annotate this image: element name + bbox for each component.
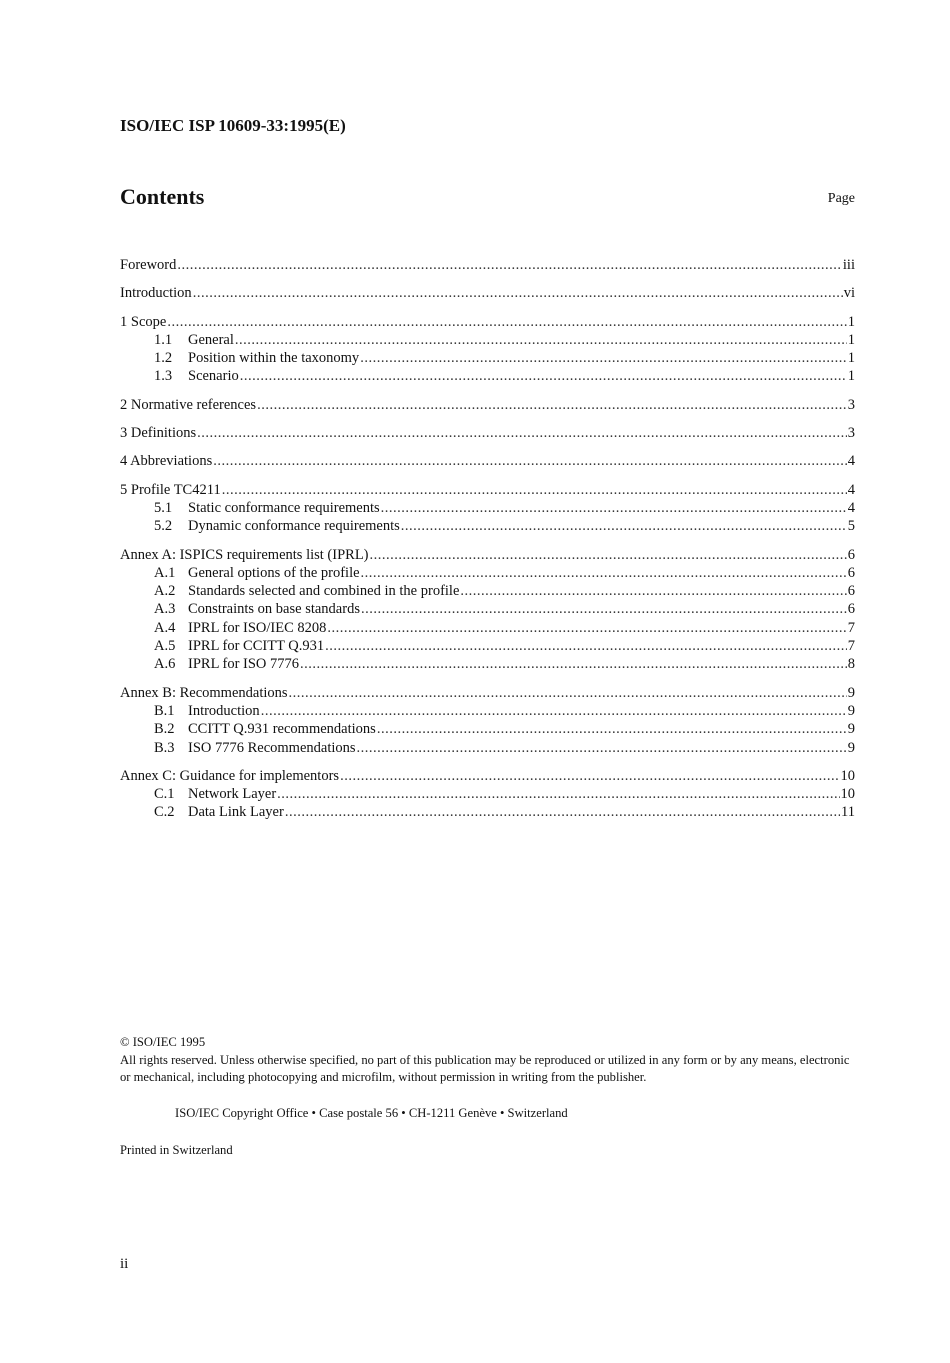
toc-entry-title: Dynamic conformance requirements bbox=[188, 518, 400, 535]
toc-dot-leader bbox=[197, 424, 847, 442]
page-number: ii bbox=[120, 1256, 129, 1272]
toc-dot-leader bbox=[277, 785, 839, 803]
toc-entry-page: 1 bbox=[847, 350, 855, 367]
toc-group bbox=[120, 546, 855, 674]
toc-dot-leader bbox=[361, 600, 847, 618]
toc-entry-page: 6 bbox=[847, 546, 855, 563]
toc-entry-page: 7 bbox=[847, 638, 855, 655]
toc-subentry[interactable] bbox=[120, 720, 855, 738]
toc-entry-number: 1.2 bbox=[154, 350, 173, 367]
toc-dot-leader bbox=[340, 767, 839, 785]
toc-dot-leader bbox=[177, 256, 842, 274]
toc-entry-title: IPRL for ISO/IEC 8208 bbox=[188, 619, 327, 636]
toc-subentry[interactable] bbox=[120, 655, 855, 673]
toc-entry[interactable] bbox=[120, 284, 855, 302]
toc-entry-title: Introduction bbox=[188, 702, 260, 719]
toc-entry-number: B.3 bbox=[154, 739, 175, 756]
toc-entry-page: 9 bbox=[847, 739, 855, 756]
toc-entry-title: Static conformance requirements bbox=[188, 499, 380, 516]
toc-entry[interactable] bbox=[120, 313, 855, 331]
toc-entry-number: C.2 bbox=[154, 804, 175, 821]
toc-entry-title: Scenario bbox=[188, 368, 239, 385]
toc-dot-leader bbox=[401, 517, 847, 535]
toc-entry[interactable] bbox=[120, 546, 855, 564]
document-id: ISO/IEC ISP 10609-33:1995(E) bbox=[120, 116, 346, 135]
copyright-notice: © ISO/IEC 1995 bbox=[120, 1035, 206, 1049]
toc-group bbox=[120, 684, 855, 757]
toc-entry-number: 5.1 bbox=[154, 499, 173, 516]
toc-entry-page: 1 bbox=[847, 313, 855, 330]
toc-entry[interactable] bbox=[120, 452, 855, 470]
rights-statement: All rights reserved. Unless otherwise specified, no part of this publication may be reproduced or utilized in any form or by any means, electronic or mechanical, including photocopying and microfilm, without permission in writing from the publisher. bbox=[120, 1052, 850, 1084]
toc-entry-page: 11 bbox=[841, 804, 855, 821]
toc-entry-title: IPRL for ISO 7776 bbox=[188, 656, 300, 673]
toc-entry-number: C.1 bbox=[154, 786, 175, 803]
toc-dot-leader bbox=[357, 739, 847, 757]
toc-entry-title: 5 Profile TC4211 bbox=[120, 481, 221, 498]
toc-entry-number: A.1 bbox=[154, 564, 176, 581]
toc-entry-page: 8 bbox=[847, 656, 855, 673]
toc-subentry[interactable] bbox=[120, 803, 855, 821]
toc-subentry[interactable] bbox=[120, 600, 855, 618]
toc-dot-leader bbox=[193, 284, 843, 302]
toc-dot-leader bbox=[361, 564, 847, 582]
toc-subentry[interactable] bbox=[120, 637, 855, 655]
toc-dot-leader bbox=[460, 582, 846, 600]
toc-group bbox=[120, 256, 855, 274]
toc-subentry[interactable] bbox=[120, 785, 855, 803]
toc-subentry[interactable] bbox=[120, 702, 855, 720]
copyright-office: ISO/IEC Copyright Office • Case postale 56 • CH-1211 Genève • Switzerland bbox=[175, 1106, 568, 1120]
toc-entry-title: ISO 7776 Recommendations bbox=[188, 739, 356, 756]
toc-dot-leader bbox=[257, 396, 847, 414]
toc-group bbox=[120, 767, 855, 822]
toc-entry-title: General bbox=[188, 331, 234, 348]
toc-entry-title: Standards selected and combined in the profile bbox=[188, 583, 460, 600]
toc-entry-number: 1.3 bbox=[154, 368, 173, 385]
toc-entry-number: B.2 bbox=[154, 721, 175, 738]
toc-entry-page: 9 bbox=[847, 721, 855, 738]
toc-dot-leader bbox=[325, 637, 847, 655]
toc-entry-page: 1 bbox=[847, 331, 855, 348]
toc-entry-page: 4 bbox=[847, 453, 855, 470]
toc-subentry[interactable] bbox=[120, 331, 855, 349]
toc-entry-page: vi bbox=[843, 285, 855, 302]
toc-entry-number: A.2 bbox=[154, 583, 176, 600]
toc-entry-page: 5 bbox=[847, 518, 855, 535]
toc-entry-title: Network Layer bbox=[188, 786, 277, 803]
toc-dot-leader bbox=[327, 619, 846, 637]
toc-entry[interactable] bbox=[120, 481, 855, 499]
toc-entry-title: Introduction bbox=[120, 285, 192, 302]
toc-subentry[interactable] bbox=[120, 619, 855, 637]
toc-dot-leader bbox=[300, 655, 847, 673]
toc-entry-title: Constraints on base standards bbox=[188, 601, 360, 618]
toc-entry-page: 3 bbox=[847, 425, 855, 442]
toc-entry-number: 5.2 bbox=[154, 518, 173, 535]
toc-entry-title: 1 Scope bbox=[120, 313, 167, 330]
toc-dot-leader bbox=[235, 331, 847, 349]
toc-dot-leader bbox=[360, 349, 847, 367]
toc-dot-leader bbox=[289, 684, 847, 702]
toc-entry-page: iii bbox=[842, 257, 855, 273]
toc-entry[interactable] bbox=[120, 424, 855, 442]
toc-dot-leader bbox=[167, 313, 846, 331]
toc-entry-title: CCITT Q.931 recommendations bbox=[188, 721, 376, 738]
toc-entry-page: 9 bbox=[847, 702, 855, 719]
toc-subentry[interactable] bbox=[120, 349, 855, 367]
toc-entry-page: 6 bbox=[847, 583, 855, 600]
toc-dot-leader bbox=[261, 702, 847, 720]
toc-dot-leader bbox=[213, 452, 847, 470]
toc-dot-leader bbox=[377, 720, 847, 738]
toc-entry-title: Foreword bbox=[120, 257, 177, 273]
toc-entry[interactable] bbox=[120, 767, 855, 785]
toc-group bbox=[120, 313, 855, 386]
toc-entry-page: 6 bbox=[847, 564, 855, 581]
toc-entry[interactable] bbox=[120, 256, 855, 274]
toc-entry-page: 6 bbox=[847, 601, 855, 618]
toc-entry-title: Data Link Layer bbox=[188, 804, 284, 821]
contents-title: Contents bbox=[120, 184, 205, 209]
toc-entry-number: A.5 bbox=[154, 638, 176, 655]
toc-entry-number: 1.1 bbox=[154, 331, 173, 348]
toc-entry-title: IPRL for CCITT Q.931 bbox=[188, 638, 325, 655]
toc-entry-title: Position within the taxonomy bbox=[188, 350, 360, 367]
toc-entry-page: 4 bbox=[847, 499, 855, 516]
toc-entry-number: A.6 bbox=[154, 656, 176, 673]
toc-entry-title: 4 Abbreviations bbox=[120, 453, 213, 470]
toc-subentry[interactable] bbox=[120, 564, 855, 582]
toc-entry-page: 4 bbox=[847, 481, 855, 498]
toc-entry-number: B.1 bbox=[154, 702, 175, 719]
toc-entry-title: General options of the profile bbox=[188, 564, 360, 581]
toc-group bbox=[120, 481, 855, 536]
copyright-block bbox=[120, 1034, 856, 1087]
toc-entry-title: 2 Normative references bbox=[120, 396, 257, 413]
toc-entry-title: Annex B: Recommendations bbox=[120, 684, 288, 701]
toc-entry-title: Annex C: Guidance for implementors bbox=[120, 767, 340, 784]
toc-entry-number: A.3 bbox=[154, 601, 176, 618]
toc-subentry[interactable] bbox=[120, 739, 855, 757]
toc-entry[interactable] bbox=[120, 684, 855, 702]
toc-group bbox=[120, 284, 855, 302]
toc-subentry[interactable] bbox=[120, 582, 855, 600]
toc-entry-page: 1 bbox=[847, 368, 855, 385]
toc-dot-leader bbox=[222, 481, 847, 499]
toc-subentry[interactable] bbox=[120, 499, 855, 517]
toc-entry-page: 10 bbox=[840, 767, 855, 784]
toc-entry-page: 9 bbox=[847, 684, 855, 701]
toc-dot-leader bbox=[285, 803, 840, 821]
printed-in: Printed in Switzerland bbox=[120, 1143, 233, 1157]
toc-dot-leader bbox=[381, 499, 847, 517]
toc-dot-leader bbox=[370, 546, 847, 564]
toc-group bbox=[120, 452, 855, 470]
toc-dot-leader bbox=[240, 367, 847, 385]
toc-entry[interactable] bbox=[120, 396, 855, 414]
toc-subentry[interactable] bbox=[120, 517, 855, 535]
toc-entry-number: A.4 bbox=[154, 619, 176, 636]
toc-entry-page: 10 bbox=[840, 786, 855, 803]
page-column-label: Page bbox=[827, 191, 855, 206]
toc-entry-page: 3 bbox=[847, 396, 855, 413]
toc-subentry[interactable] bbox=[120, 367, 855, 385]
toc-group bbox=[120, 424, 855, 442]
toc-entry-title: Annex A: ISPICS requirements list (IPRL) bbox=[120, 546, 369, 563]
toc-entry-page: 7 bbox=[847, 619, 855, 636]
toc-entry-title: 3 Definitions bbox=[120, 425, 197, 442]
table-of-contents bbox=[120, 256, 855, 832]
toc-group bbox=[120, 396, 855, 414]
